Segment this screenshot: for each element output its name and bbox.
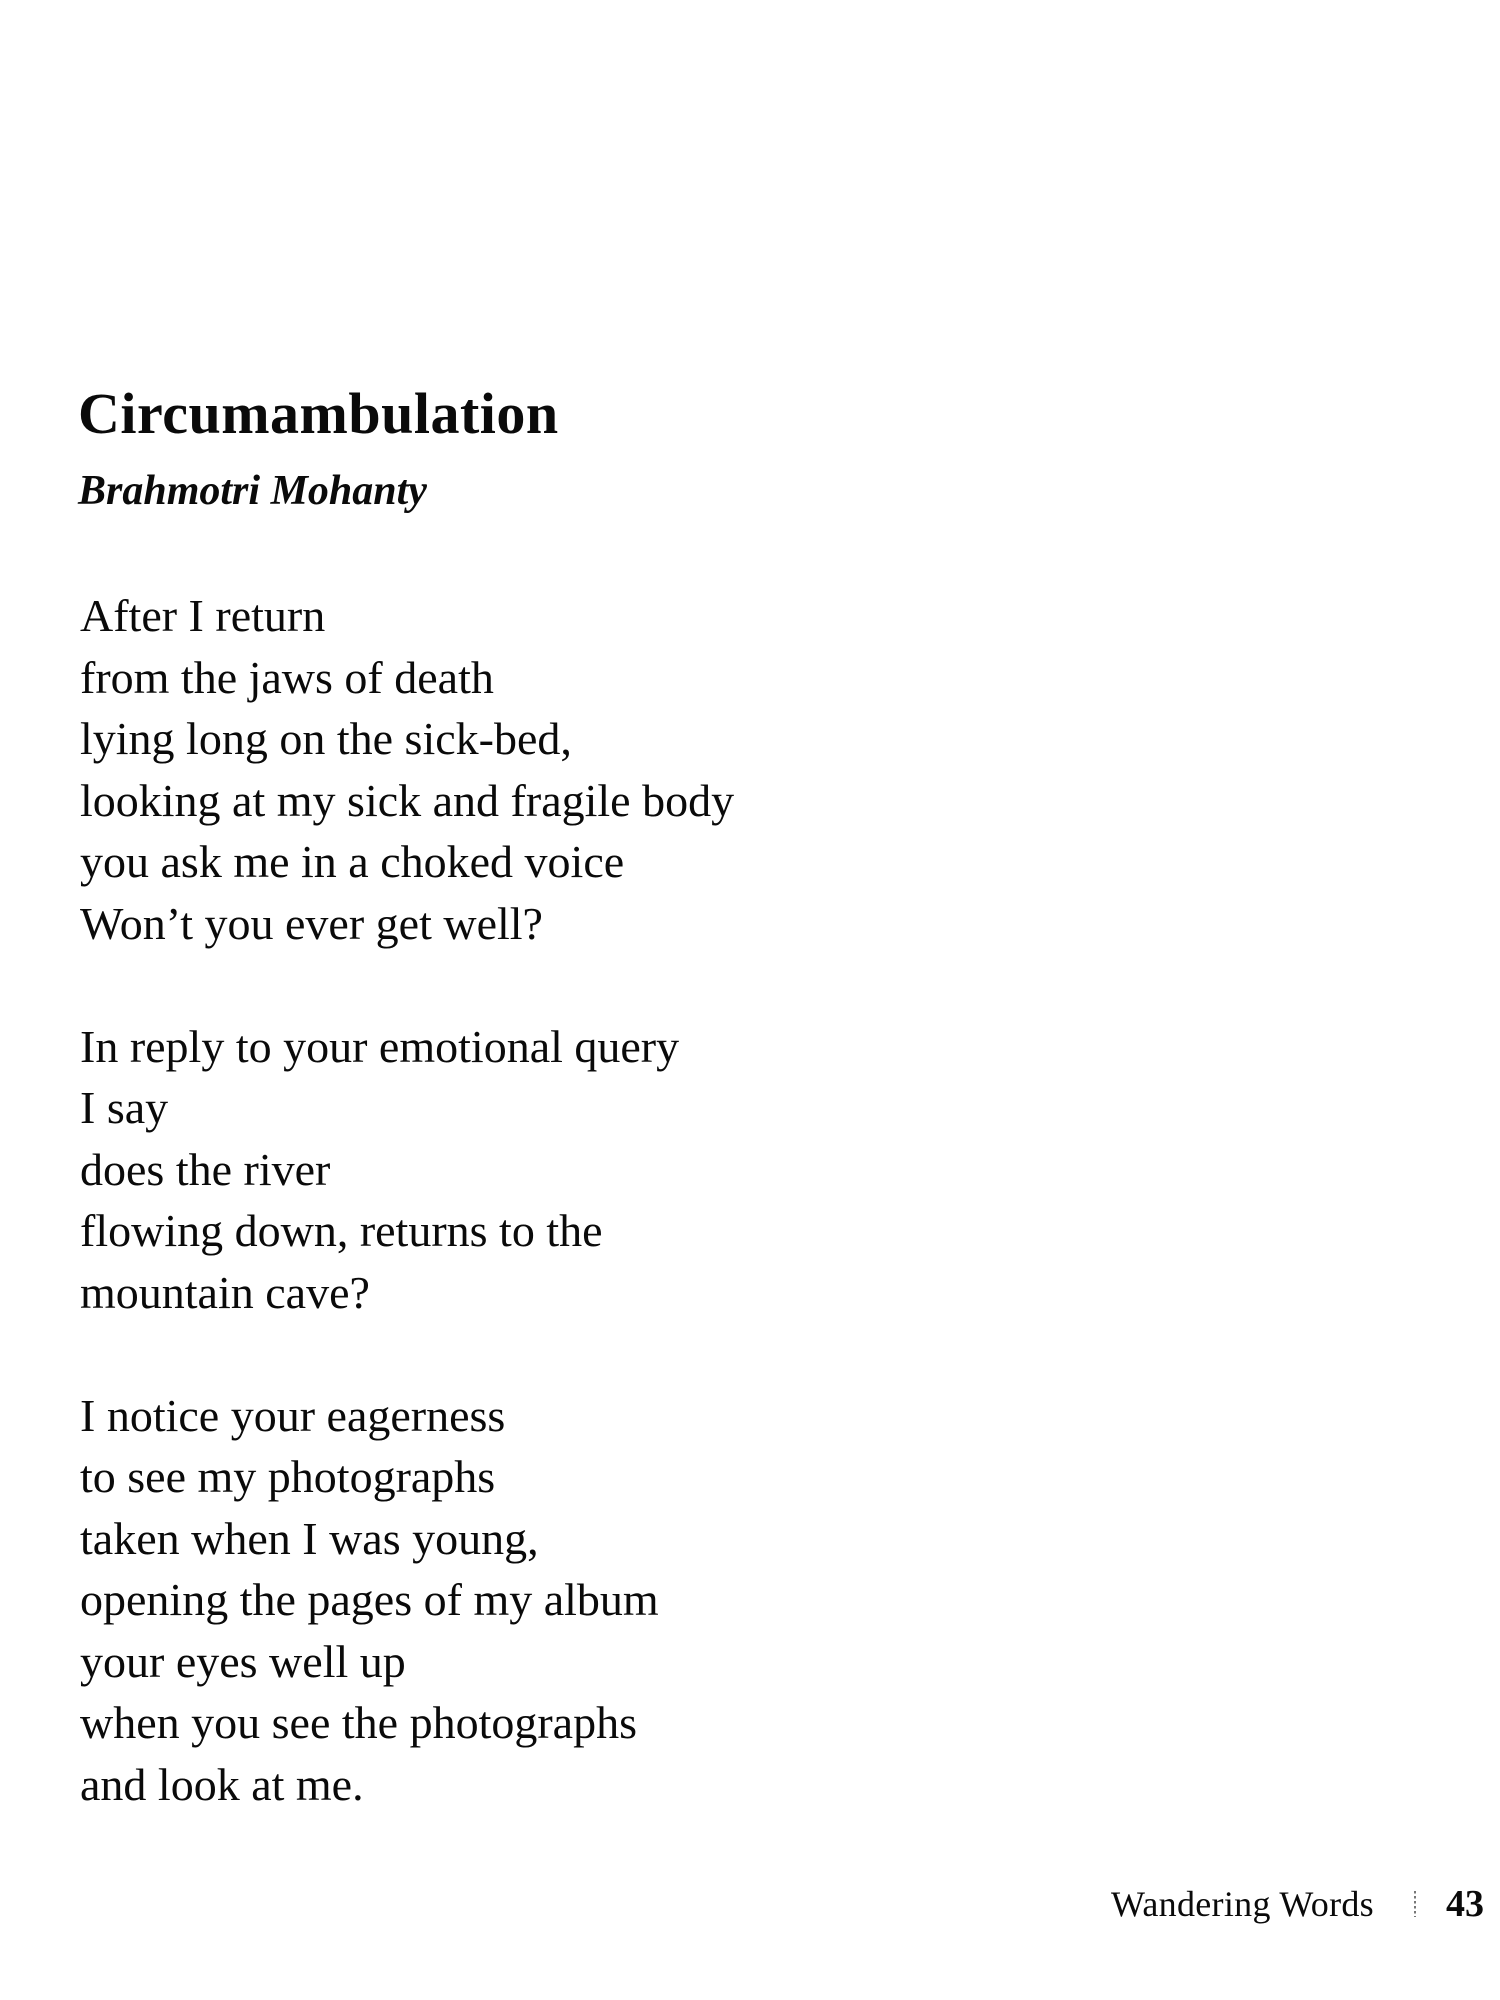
poem-line: In reply to your emotional query [80,1020,680,1072]
poem-line: After I return [80,590,326,641]
poem-line: taken when I was young, [80,1512,539,1564]
poem-author: Brahmotri Mohanty [78,468,427,514]
stanza-3 [80,1385,1180,1816]
poem-line: mountain cave? [80,1266,370,1318]
stanza-2 [80,1016,1180,1324]
poem-line: I say [80,1082,169,1133]
poem-line: from the jaws of death [80,651,494,703]
page-footer [1111,1885,1484,1923]
poem-line: your eyes well up [80,1635,406,1687]
poem-line: Won’t you ever get well? [80,897,543,949]
footer-divider [1414,1891,1416,1917]
poem-body [80,585,1180,1815]
stanza-1 [80,585,1180,954]
poem-line: I notice your eagerness [80,1389,506,1441]
poem-line: looking at my sick and fragile body [80,774,735,826]
journal-name: Wandering Words [1111,1884,1374,1924]
poem-line: flowing down, returns to the [80,1205,603,1256]
poem-line: lying long on the sick-bed, [80,713,572,764]
poem-line: you ask me in a choked voice [80,836,625,887]
poem-line: to see my photographs [80,1451,496,1502]
poem-line: opening the pages of my album [80,1574,659,1625]
poem-title: Circumambulation [78,381,559,446]
poem-line: and look at me. [80,1758,364,1810]
poem-line: does the river [80,1143,331,1195]
page-number: 43 [1446,1883,1484,1925]
poem-line: when you see the photographs [80,1697,637,1748]
